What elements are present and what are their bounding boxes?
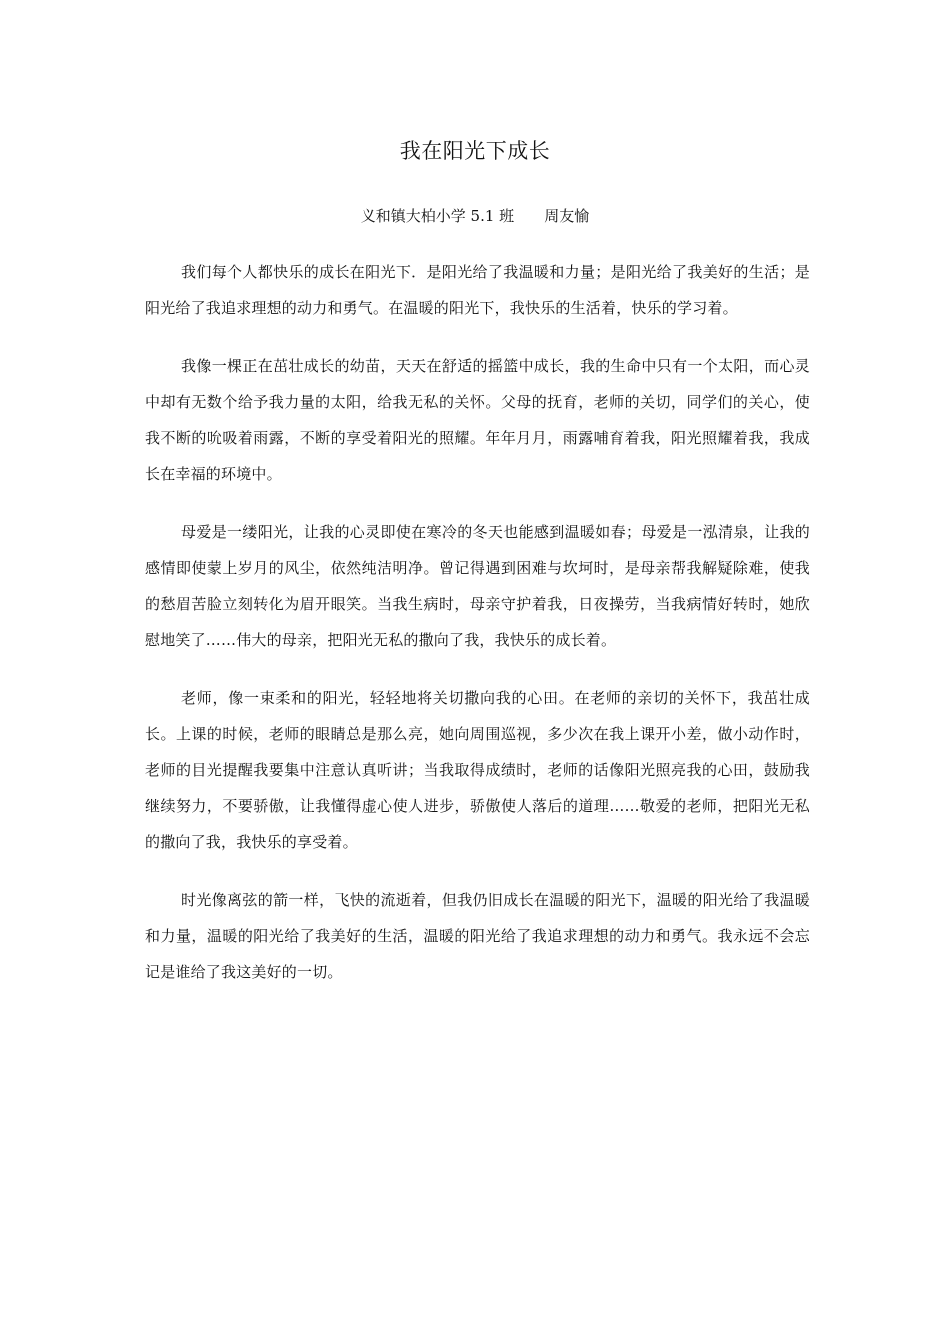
paragraph: 老师，像一束柔和的阳光，轻轻地将关切撒向我的心田。在老师的亲切的关怀下，我茁壮成长。上课的时候，老师的眼睛总是那么亮，她向周围巡视，多少次在我上课开小差，做小动作时，老师的目光提醒我要集中注意认真听讲；当我取得成绩时，老师的话像阳光照亮我的心田，鼓励我继续努力，不要骄傲，让我懂得虚心使人进步，骄傲使人落后的道理……敬爱的老师，把阳光无私的撒向了我，我快乐的享受着。 [145, 689, 810, 851]
byline-author: 周友愉 [544, 207, 590, 225]
paragraph: 我像一棵正在茁壮成长的幼苗，天天在舒适的摇篮中成长，我的生命中只有一个太阳，而心灵中却有无数个给予我力量的太阳，给我无私的关怀。父母的抚育，老师的关切，同学们的关心，使我不断的吮吸着雨露，不断的享受着阳光的照耀。年年月月，雨露哺育着我，阳光照耀着我，我成长在幸福的环境中。 [145, 357, 810, 483]
paragraph: 我们每个人都快乐的成长在阳光下．是阳光给了我温暖和力量；是阳光给了我美好的生活；是阳光给了我追求理想的动力和勇气。在温暖的阳光下，我快乐的生活着，快乐的学习着。 [145, 263, 810, 317]
paragraph: 母爱是一缕阳光，让我的心灵即使在寒冷的冬天也能感到温暖如春；母爱是一泓清泉，让我的感情即使蒙上岁月的风尘，依然纯洁明净。曾记得遇到困难与坎坷时，是母亲帮我解疑除难，使我的愁眉苦脸立刻转化为眉开眼笑。当我生病时，母亲守护着我，日夜操劳，当我病情好转时，她欣慰地笑了……伟大的母亲，把阳光无私的撒向了我，我快乐的成长着。 [145, 523, 810, 649]
paragraph: 时光像离弦的箭一样，飞快的流逝着，但我仍旧成长在温暖的阳光下，温暖的阳光给了我温暖和力量，温暖的阳光给了我美好的生活，温暖的阳光给了我追求理想的动力和勇气。我永远不会忘记是谁给了我这美好的一切。 [145, 891, 810, 981]
document-body [145, 254, 810, 1012]
document-title: 我在阳光下成长 [399, 139, 551, 163]
byline-school: 义和镇大柏小学 5.1 班 [360, 207, 515, 225]
byline [0, 204, 950, 228]
